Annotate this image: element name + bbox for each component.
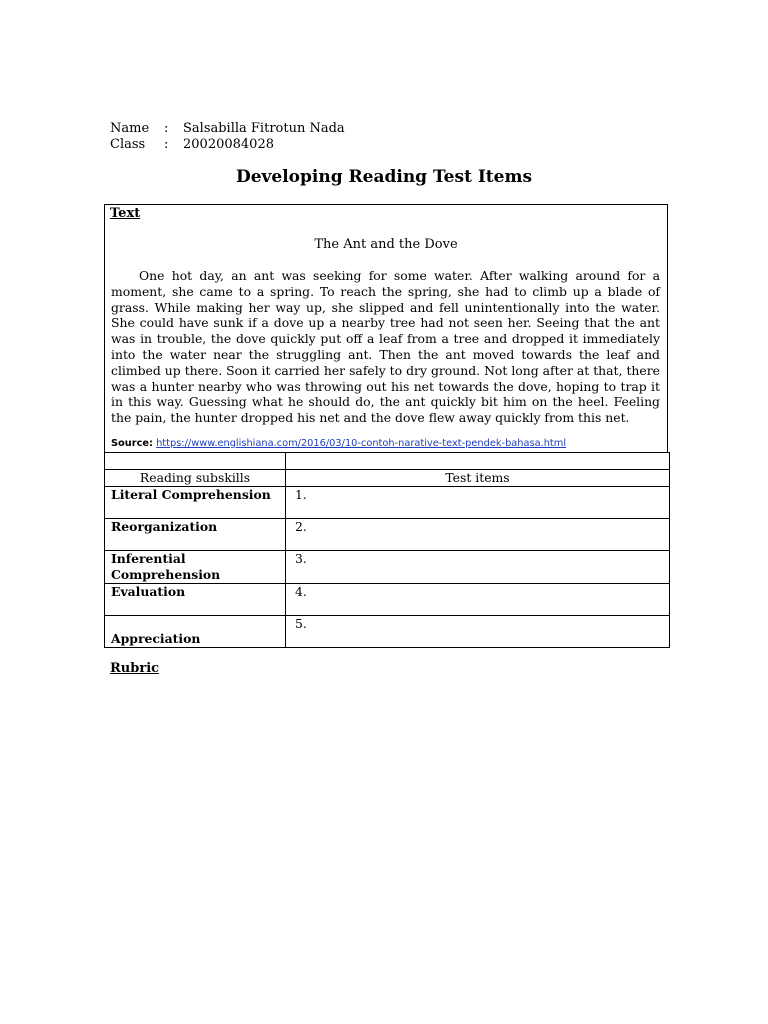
class-label: Class bbox=[110, 137, 146, 152]
text-section bbox=[104, 204, 668, 453]
page-title: Developing Reading Test Items bbox=[235, 167, 533, 187]
name-row bbox=[110, 121, 345, 137]
item-number: 3. bbox=[295, 551, 307, 566]
table-cell bbox=[105, 453, 286, 470]
class-value: 20020084028 bbox=[183, 137, 274, 152]
name-value: Salsabilla Fitrotun Nada bbox=[183, 121, 345, 136]
table-row bbox=[105, 519, 670, 551]
subskill-cell: Appreciation bbox=[105, 616, 286, 648]
story-title: The Ant and the Dove bbox=[314, 237, 458, 252]
class-colon: : bbox=[164, 137, 169, 152]
class-row bbox=[110, 137, 345, 153]
item-number: 1. bbox=[295, 487, 307, 502]
source-label: Source: bbox=[111, 438, 153, 449]
student-info bbox=[110, 121, 345, 153]
item-number: 4. bbox=[295, 584, 307, 599]
table-blank-row bbox=[105, 453, 670, 470]
table-cell bbox=[286, 453, 670, 470]
subskill-cell: Evaluation bbox=[105, 584, 286, 616]
test-item-cell[interactable] bbox=[286, 551, 670, 584]
name-label: Name bbox=[110, 121, 150, 136]
subskill-cell: Literal Comprehension bbox=[105, 487, 286, 519]
column-header-subskills: Reading subskills bbox=[105, 470, 286, 487]
table-header-row bbox=[105, 470, 670, 487]
column-header-test-items: Test items bbox=[286, 470, 670, 487]
item-number: 5. bbox=[295, 616, 307, 631]
test-items-table bbox=[104, 452, 670, 648]
story-paragraph: One hot day, an ant was seeking for some water. After walking around for a moment, she came to a spring. To reach the spring, she had to climb up a blade of grass. While making her way up, she slipped and fell unintentionally into the water. She could have sunk if a dove up a nearby tree had not seen her. Seeing that the ant was in trouble, the dove quickly put off a leaf from a tree and dropped it immediately into the water near the struggling ant. Then the ant moved towards the leaf and climbed up there. Soon it carried her safely to dry ground. Not long after at that, there was a hunter nearby who was throwing out his net towards the dove, hoping to trap it in this way. Guessing what he should do, the ant quickly bit him on the heel. Feeling the pain, the hunter dropped his net and the dove flew away quickly from this net. bbox=[111, 268, 660, 426]
table-row bbox=[105, 584, 670, 616]
source-link[interactable]: https://www.englishiana.com/2016/03/10-contoh-narative-text-pendek-bahasa.html bbox=[156, 438, 567, 449]
subskill-cell: Reorganization bbox=[105, 519, 286, 551]
table-row bbox=[105, 616, 670, 648]
text-heading: Text bbox=[110, 206, 141, 221]
test-item-cell[interactable] bbox=[286, 519, 670, 551]
item-number: 2. bbox=[295, 519, 307, 534]
subskill-cell: Inferential Comprehension bbox=[105, 551, 286, 584]
test-item-cell[interactable] bbox=[286, 584, 670, 616]
source-line bbox=[111, 438, 566, 449]
test-item-cell[interactable] bbox=[286, 487, 670, 519]
rubric-heading: Rubric bbox=[110, 661, 160, 676]
table-row bbox=[105, 551, 670, 584]
test-item-cell[interactable] bbox=[286, 616, 670, 648]
name-colon: : bbox=[164, 121, 169, 136]
table-row bbox=[105, 487, 670, 519]
